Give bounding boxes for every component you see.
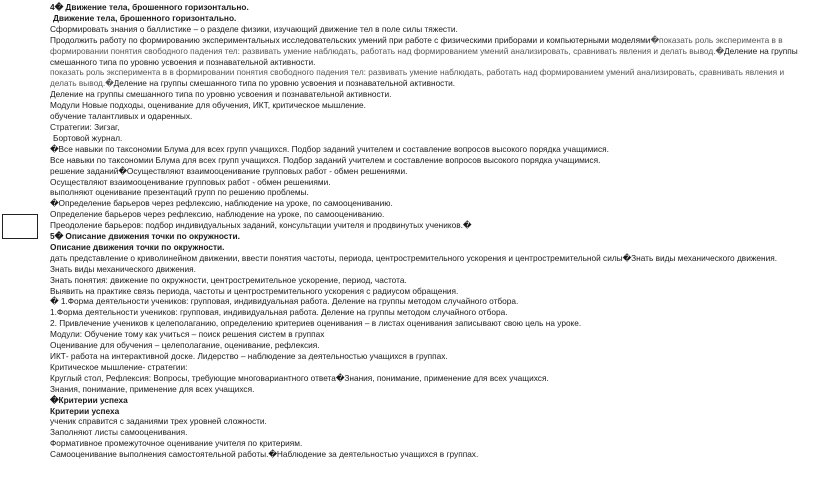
text-line: Модули Новые подходы, оценивание для обучения, ИКТ, критическое мышление. <box>50 100 366 111</box>
margin-box <box>2 214 38 239</box>
text-line: � 1.Форма деятельности учеников: групповая, индивидуальная работа. Деление на группы методом случайного отбора. <box>50 296 519 307</box>
text-line <box>50 67 812 89</box>
text-line: Знания, понимание, применение для всех учащихся. <box>50 383 255 394</box>
text-line: Осуществляют взаимооценивание групповых работ - обмен решениями. <box>50 176 331 187</box>
text-segment: Деление на группы смешанного типа по уровню усвоения и познавательной активности. <box>113 78 456 89</box>
text-line: Преодоление барьеров: подбор индивидуальных заданий, консультации учителя и продвинутых учеников.� <box>50 220 472 231</box>
text-line: 1.Форма деятельности учеников: групповая, индивидуальная работа. Деление на группы методом случайного отбора. <box>50 307 508 318</box>
text-line: Описание движения точки по окружности. <box>50 241 225 252</box>
text-segment: Деление на группы смешанного типа по уровню усвоения и познавательной активности. <box>50 45 798 67</box>
text-line: ИКТ- работа на интерактивной доске. Лидерство – наблюдение за деятельностью учащихся в группах. <box>50 351 448 361</box>
text-line: Стратегии: Зигзаг, <box>50 121 120 132</box>
text-line: Движение тела, брошенного горизонтально. <box>53 12 237 23</box>
text-line: �Критерии успеха <box>50 394 128 405</box>
text-line: Заполняют листы самооценивания. <box>50 427 188 438</box>
text-line: Все навыки по таксономии Блума для всех групп учащихся. Подбор заданий учителем и составление вопросов высокого порядка учащимися. <box>50 154 601 165</box>
text-line: Бортовой журнал. <box>53 132 123 143</box>
text-line: �Все навыки по таксономии Блума для всех групп учащихся. Подбор заданий учителем и составление вопросов высокого порядка учащимися. <box>50 143 609 154</box>
text-line: Деление на группы смешанного типа по уровню усвоения и познавательной активности. <box>50 89 392 100</box>
text-line <box>50 35 812 68</box>
text-segment: Продолжить работу по формированию экспериментальных исследовательских умений при работе с физическими приборами и компьютерными моделями <box>50 34 651 45</box>
text-line: решение заданий�Осуществляют взаимооценивание групповых работ - обмен решениями. <box>50 165 408 176</box>
text-line: Сформировать знания о баллистике – о разделе физики, изучающий движение тел в поле силы тяжести. <box>50 23 458 34</box>
text-segment: �показать роль эксперимента в в формировании понятия свободного падения тел: развивать умение наблюдать, работать над формированием умений анализировать, сравнивать явления и делать вывод.� <box>50 34 783 56</box>
text-line: Знать понятия: движение по окружности, центростремительное ускорение, период, частота. <box>50 274 407 285</box>
document-page <box>50 2 812 460</box>
text-line: дать представление о криволинейном движении, ввести понятия частоты, периода, центростремительного ускорения и центростремительной силы�Знать виды механического движения. <box>50 252 778 263</box>
text-line: Знать виды механического движения. <box>50 263 196 274</box>
text-line: Критическое мышление- стратегии: <box>50 361 188 372</box>
text-line: 4� Движение тела, брошенного горизонтально. <box>50 2 249 12</box>
text-line: обучение талантливых и одаренных. <box>50 111 193 122</box>
text-line: ученик справится с заданиями трех уровней сложности. <box>50 416 267 427</box>
text-line: Самооценивание выполнения самостоятельной работы.�Наблюдение за деятельностью учащихся в группах. <box>50 449 479 460</box>
text-line: Выявить на практике связь периода, частоты и центростремительного ускорения с радиусом обращения. <box>50 285 459 296</box>
text-segment: показать роль эксперимента в в формировании понятия свободного падения тел: развивать умение наблюдать, работать над формированием умений анализировать, сравнивать явления и делать вывод.� <box>50 67 785 89</box>
text-line: Круглый стол, Рефлексия: Вопросы, требующие многовариантного ответа�Знания, понимание, применение для всех учащихся. <box>50 372 549 383</box>
text-line: 2. Привлечение учеников к целеполаганию, определению критериев оценивания – в листах оценивания записывают свою цель на уроке. <box>50 318 582 329</box>
text-line: Оценивание для обучения – целеполагание, оценивание, рефлексия. <box>50 340 320 351</box>
text-line: �Определение барьеров через рефлексию, наблюдение на уроке, по самооцениванию. <box>50 198 393 209</box>
text-line: выполняют оценивание презентаций групп по решению проблемы. <box>50 187 309 198</box>
text-line: 5� Описание движения точки по окружности. <box>50 231 240 242</box>
text-line: Критерии успеха <box>50 405 120 416</box>
text-line: Формативное промежуточное оценивание учителя по критериям. <box>50 438 303 449</box>
text-line: Определение барьеров через рефлексию, наблюдение на уроке, по самооцениванию. <box>50 209 385 220</box>
text-line: Модули: Обучение тому как учиться – поиск решения систем в группах <box>50 329 325 340</box>
